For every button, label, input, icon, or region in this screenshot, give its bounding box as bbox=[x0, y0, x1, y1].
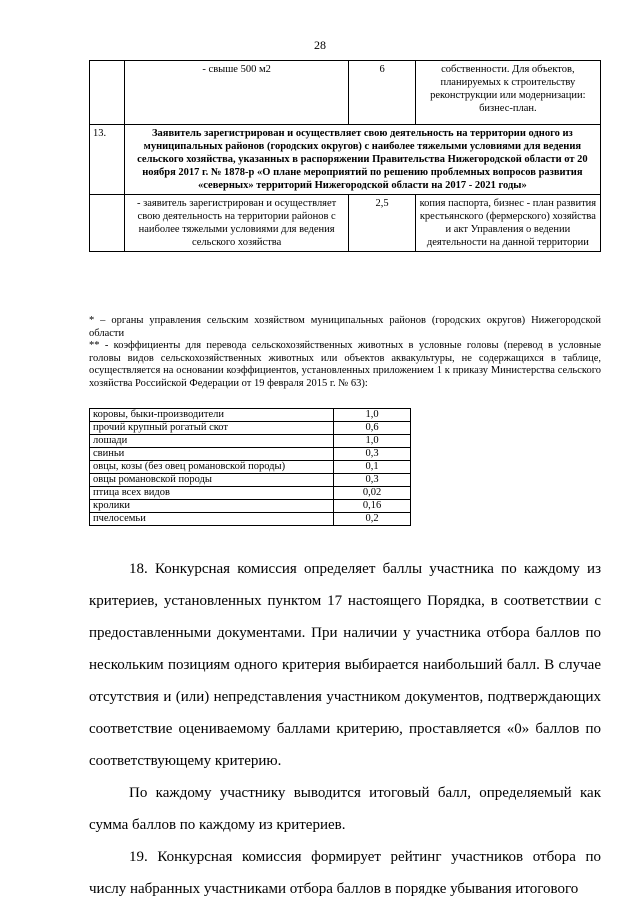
animal-cell: прочий крупный рогатый скот bbox=[90, 422, 334, 435]
score-cell: 6 bbox=[349, 61, 415, 125]
coefficient-cell: 0,16 bbox=[334, 500, 411, 513]
coefficient-cell: 0,3 bbox=[334, 448, 411, 461]
animal-cell: лошади bbox=[90, 435, 334, 448]
animal-cell: птица всех видов bbox=[90, 487, 334, 500]
footnote-1: * – органы управления сельским хозяйством муниципальных районов (городских округов) Нижегородской области bbox=[89, 315, 601, 339]
paragraph-19: 19. Конкурсная комиссия формирует рейтинг участников отбора по числу набранных участниками отбора баллов в порядке убывания итогового bbox=[89, 849, 601, 897]
table-row bbox=[90, 125, 601, 195]
coefficient-cell: 0,2 bbox=[334, 513, 411, 526]
criterion-heading-cell: Заявитель зарегистрирован и осуществляет свою деятельность на территории одного из муниципальных районов (городских округов) с наиболее тяжелыми условиями для ведения сельского хозяйства, указанных в распоряжении Правительства Нижегородской области от 20 ноября 2017 г. № 1878-р «О плане мероприятий по решению проблемных вопросов развития «северных» территорий Нижегородской области на 2017 - 2021 годы» bbox=[124, 125, 600, 195]
table-row bbox=[90, 409, 411, 422]
table-row bbox=[90, 487, 411, 500]
body-text bbox=[89, 553, 601, 905]
table-row bbox=[90, 448, 411, 461]
documents-cell: собственности. Для объектов, планируемых к строительству реконструкции или модернизации: бизнес-план. bbox=[415, 61, 600, 125]
table-row bbox=[90, 195, 601, 252]
table-row bbox=[90, 61, 601, 125]
paragraph-18-total: По каждому участнику выводится итоговый балл, определяемый как сумма баллов по каждому из критериев. bbox=[89, 785, 601, 833]
table-row bbox=[90, 500, 411, 513]
table-row bbox=[90, 474, 411, 487]
page-number: 28 bbox=[314, 38, 326, 52]
coefficient-cell: 0,02 bbox=[334, 487, 411, 500]
animal-cell: овцы, козы (без овец романовской породы) bbox=[90, 461, 334, 474]
coefficient-cell: 1,0 bbox=[334, 409, 411, 422]
table-row bbox=[90, 435, 411, 448]
criterion-cell: - заявитель зарегистрирован и осуществляет свою деятельность на территории районов с наиболее тяжелыми условиями для ведения сельского хозяйства bbox=[124, 195, 349, 252]
footnotes bbox=[89, 315, 601, 390]
animal-cell: кролики bbox=[90, 500, 334, 513]
coefficients-table bbox=[89, 408, 411, 526]
coefficient-cell: 0,1 bbox=[334, 461, 411, 474]
animal-cell: коровы, быки-производители bbox=[90, 409, 334, 422]
animal-cell: пчелосемьи bbox=[90, 513, 334, 526]
paragraph-18: 18. Конкурсная комиссия определяет баллы участника по каждому из критериев, установленных пунктом 17 настоящего Порядка, в соответствии с предоставленными документами. При наличии у участника отбора баллов по нескольким позициям одного критерия выбирается наибольший балл. В случае отсутствия и (или) непредставления участником документов, подтверждающих соответствие оцениваемому баллами критерию, проставляется «0» баллов по соответствующему критерию. bbox=[89, 561, 601, 769]
documents-cell: копия паспорта, бизнес - план развития крестьянского (фермерского) хозяйства и акт Управления о ведении деятельности на данной территории bbox=[415, 195, 600, 252]
coefficient-cell: 1,0 bbox=[334, 435, 411, 448]
row-number-cell: 13. bbox=[90, 125, 125, 195]
coefficient-cell: 0,3 bbox=[334, 474, 411, 487]
animal-cell: свиньи bbox=[90, 448, 334, 461]
score-cell: 2,5 bbox=[349, 195, 415, 252]
row-number-cell bbox=[90, 61, 125, 125]
table-row bbox=[90, 422, 411, 435]
table-row bbox=[90, 513, 411, 526]
table-row bbox=[90, 461, 411, 474]
row-number-cell bbox=[90, 195, 125, 252]
criterion-cell: - свыше 500 м2 bbox=[124, 61, 349, 125]
coefficient-cell: 0,6 bbox=[334, 422, 411, 435]
animal-cell: овцы романовской породы bbox=[90, 474, 334, 487]
footnote-2: ** - коэффициенты для перевода сельскохозяйственных животных в условные головы (перевод в условные головы видов сельскохозяйственных животных или объектов аквакультуры, не содержащихся в таблице, осуществляется на основании коэффициентов, установленных приложением 1 к приказу Министерства сельского хозяйства Российской Федерации от 19 февраля 2015 г. № 63): bbox=[89, 340, 601, 389]
criteria-table bbox=[89, 60, 601, 252]
